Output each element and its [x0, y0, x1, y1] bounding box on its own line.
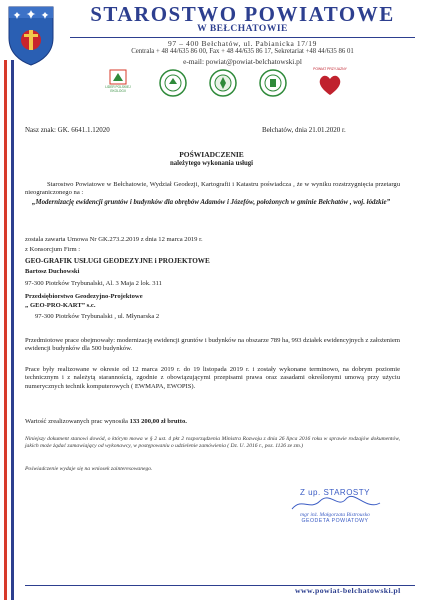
- document-subtitle: należytego wykonania usługi: [169, 160, 254, 167]
- intro-paragraph: Starostwo Powiatowe w Bełchatowie, Wydział Geodezji, Kartografii i Katastru poświadcza , że w wyniku rozstrzygnięcia przetargu nieograniczonego na :: [25, 181, 400, 197]
- header-contact: Centrala + 48 44/635 86 00, Fax + 48 44/635 86 17, Sekretariat +48 44/635 86 01: [131, 48, 354, 55]
- company2-name: Przedsiębiorstwo Geodezyjno-Projektowe: [25, 293, 143, 300]
- signature-stamp: [275, 488, 395, 524]
- consortium-label: z Konsorcjum Firm :: [25, 246, 81, 253]
- project-title: „Modernizację ewidencji gruntów i budynków dla obrębów Adamów i Józefów, położonych w gminie Bełchatów , woj. łódzkie”: [32, 199, 391, 206]
- document-title: POŚWIADCZENIE: [179, 150, 244, 159]
- header-address: 97 – 400 Bełchatów, ul. Pabianicka 17/19: [168, 39, 317, 48]
- header-divider: [70, 37, 415, 38]
- coat-of-arms-icon: [6, 4, 56, 66]
- heart-badge: [315, 68, 345, 98]
- white-stripe: [8, 60, 10, 600]
- company1-address: 97-300 Piotrków Trybunalski, Al. 3 Maja 2 lok. 311: [25, 280, 162, 287]
- company2-short: „ GEO-PRO-KART” s.c.: [25, 302, 96, 309]
- reference-number: Nasz znak: GK. 6641.1.12020: [25, 126, 110, 134]
- lider-badge: [103, 68, 133, 98]
- contract-line: zostala zawarta Umowa Nr GK.273.2.2019 z dnia 12 marca 2019 r.: [25, 236, 203, 243]
- value-amount: 133 200,00 zł brutto.: [129, 418, 187, 425]
- company1-name: GEO-GRAFIK USŁUGI GEODEZYJNE i PROJEKTOWE: [25, 257, 210, 265]
- company2-address: 97-300 Piotrków Trybunalski , ul. Młynarska 2: [35, 313, 160, 320]
- execution-paragraph: Prace były realizowane w okresie od 12 marca 2019 r. do 19 listopada 2019 r. i zostały wykonane terminowo, na dobrym poziomie technicznym i z należytą starannością, zgodnie z obowiązującymi przepisami prawa oraz zasadami określonymi umową przy użyciu numerycznych technik komputerowych ( EWMAPA, EWOPIS).: [25, 366, 400, 390]
- red-stripe: [4, 60, 7, 600]
- scope-paragraph: Przedmiotowe prace obejmowały: modernizację ewidencji gruntów i budynków na obszarze 789 ha, 993 działek ewidencyjnych z założeniem ewidencji budynków dla 500 budynków.: [25, 337, 400, 353]
- seal-badge-1: [158, 68, 188, 98]
- footnote-request: Poświadczenie wydaje się na wniosek zainteresowanego.: [25, 466, 153, 472]
- footer-url[interactable]: www.powiat-belchatowski.pl: [295, 586, 401, 595]
- stamp-line2: mgr inż. Małgorzata Bistrousko: [300, 512, 370, 518]
- document-date: Bełchatów, dnia 21.01.2020 r.: [262, 126, 346, 134]
- stamp-line1: Z up. STAROSTY: [300, 488, 370, 497]
- value-prefix: Wartość zrealizowanych prac wynosiła: [25, 418, 130, 425]
- page-subtitle: W BEŁCHATOWIE: [197, 24, 288, 34]
- value-line: [25, 418, 400, 426]
- seal-badge-2: [208, 68, 238, 98]
- stamp-line3: GEODETA POWIATOWY: [301, 518, 369, 524]
- heart-badge-text: POWIAT PRZYJAZNY: [313, 67, 347, 71]
- seal-badge-3: [258, 68, 288, 98]
- page-title: STAROSTWO POWIATOWE: [90, 2, 395, 26]
- lider-badge-text: LIDER POLSKIEJ EKOLOGII: [105, 85, 131, 93]
- footnote-legal: Niniejszy dokument stanowi dowód, o którym mowa w § 2 ust. 4 pkt 2 rozporządzenia Ministra Rozwoju z dnia 26 lipca 2016 roku w sprawie rodzajów dokumentów, jakich może żądać zamawiający od wykonawcy, w postępowaniu o udzielenie zamówienia ( Dz. U. 2016 r., poz. 1126 ze zm.): [25, 436, 400, 449]
- blue-stripe: [11, 60, 14, 600]
- header-email: e-mail: powiat@powiat-belchatowski.pl: [183, 57, 302, 66]
- company1-person: Bartosz Duchowski: [25, 268, 80, 275]
